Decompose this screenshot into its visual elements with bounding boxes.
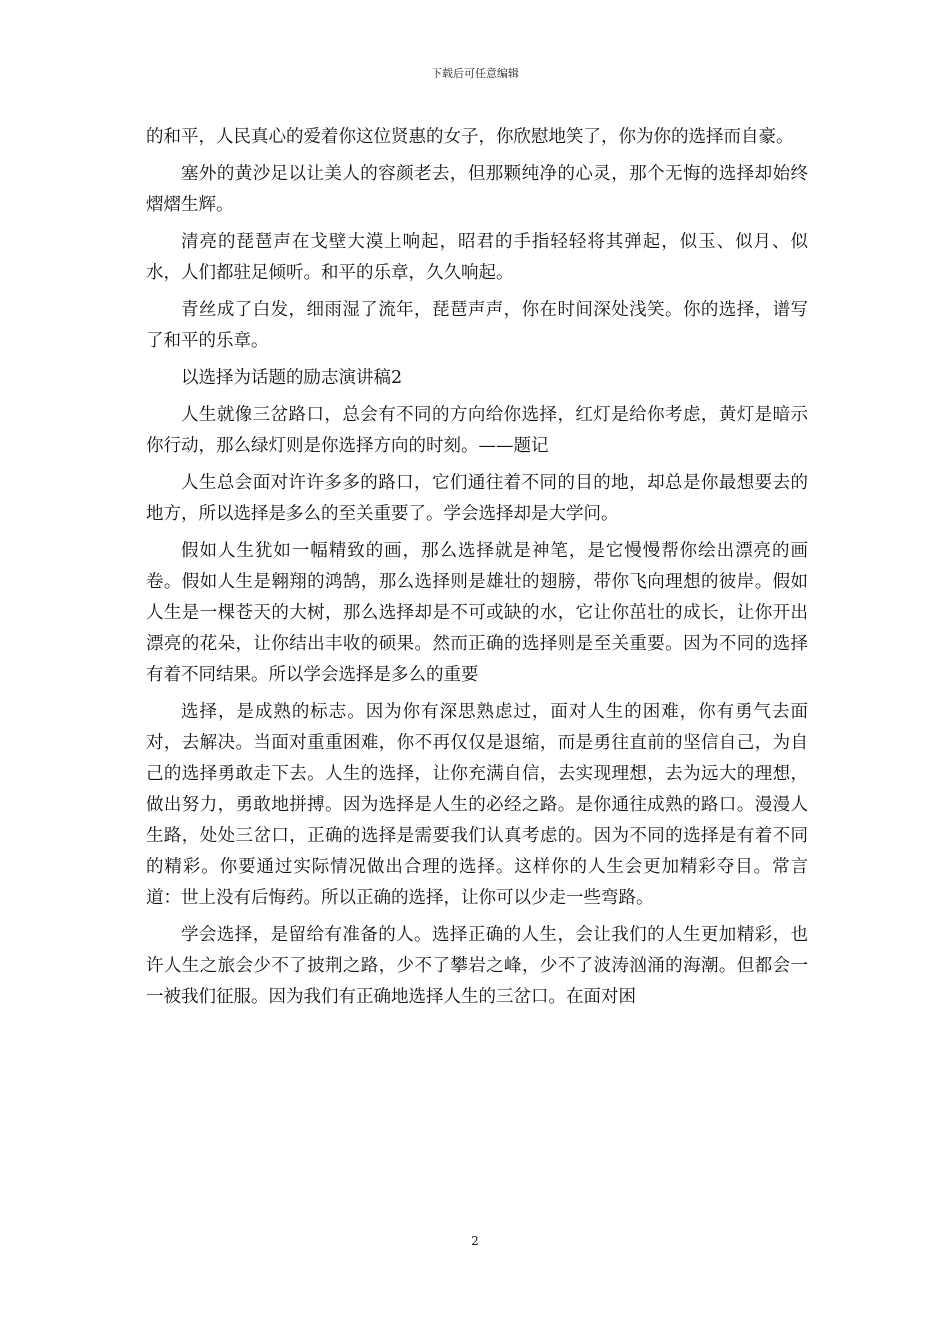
- paragraph-4: 青丝成了白发，细雨湿了流年，琵琶声声，你在时间深处浅笑。你的选择，谱写了和平的乐章。: [146, 300, 808, 351]
- paragraph-2: 塞外的黄沙足以让美人的容颜老去，但那颗纯净的心灵，那个无悔的选择却始终熠熠生辉。: [146, 164, 808, 215]
- paragraph-6: 人生就像三岔路口，总会有不同的方向给你选择，红灯是给你考虑，黄灯是暗示你行动，那么绿灯则是你选择方向的时刻。——题记: [146, 405, 808, 456]
- paragraph-7: 人生总会面对许许多多的路口，它们通往着不同的目的地，却总是你最想要去的地方，所以选择是多么的至关重要了。学会选择却是大学问。: [146, 473, 808, 524]
- paragraph-8: 假如人生犹如一幅精致的画，那么选择就是神笔，是它慢慢帮你绘出漂亮的画卷。假如人生是翱翔的鸿鹄，那么选择则是雄壮的翅膀，带你飞向理想的彼岸。假如人生是一棵苍天的大树，那么选择却是不可或缺的水，它让你茁壮的成长，让你开出漂亮的花朵，让你结出丰收的硕果。然而正确的选择则是至关重要。因为不同的选择有着不同结果。所以学会选择是多么的重要: [146, 541, 808, 685]
- document-body: [146, 122, 808, 1019]
- paragraph-10: 学会选择，是留给有准备的人。选择正确的人生，会让我们的人生更加精彩，也许人生之旅会少不了披荆之路，少不了攀岩之峰，少不了波涛汹涌的海潮。但都会一一被我们征服。因为我们有正确地选择人生的三岔口。在面对困: [146, 925, 808, 1007]
- page-number: 2: [471, 1234, 479, 1248]
- paragraph-9: 选择，是成熟的标志。因为你有深思熟虑过，面对人生的困难，你有勇气去面对，去解决。当面对重重困难，你不再仅仅是退缩，而是勇往直前的坚信自己，为自己的选择勇敢走下去。人生的选择，让你充满自信，去实现理想，去为远大的理想，做出努力，勇敢地拼搏。因为选择是人生的必经之路。是你通往成熟的路口。漫漫人生路，处处三岔口，正确的选择是需要我们认真考虑的。因为不同的选择是有着不同的精彩。你要通过实际情况做出合理的选择。这样你的人生会更加精彩夺目。常言道：世上没有后悔药。所以正确的选择，让你可以少走一些弯路。: [146, 702, 808, 908]
- paragraph-3: 清亮的琵琶声在戈壁大漠上响起，昭君的手指轻轻将其弹起，似玉、似月、似水，人们都驻足倾听。和平的乐章，久久响起。: [146, 232, 808, 283]
- section-title: 以选择为话题的励志演讲稿2: [181, 368, 403, 388]
- paragraph-1: 的和平，人民真心的爱着你这位贤惠的女子，你欣慰地笑了，你为你的选择而自豪。: [146, 127, 794, 147]
- page-header: 下载后可任意编辑: [431, 67, 519, 80]
